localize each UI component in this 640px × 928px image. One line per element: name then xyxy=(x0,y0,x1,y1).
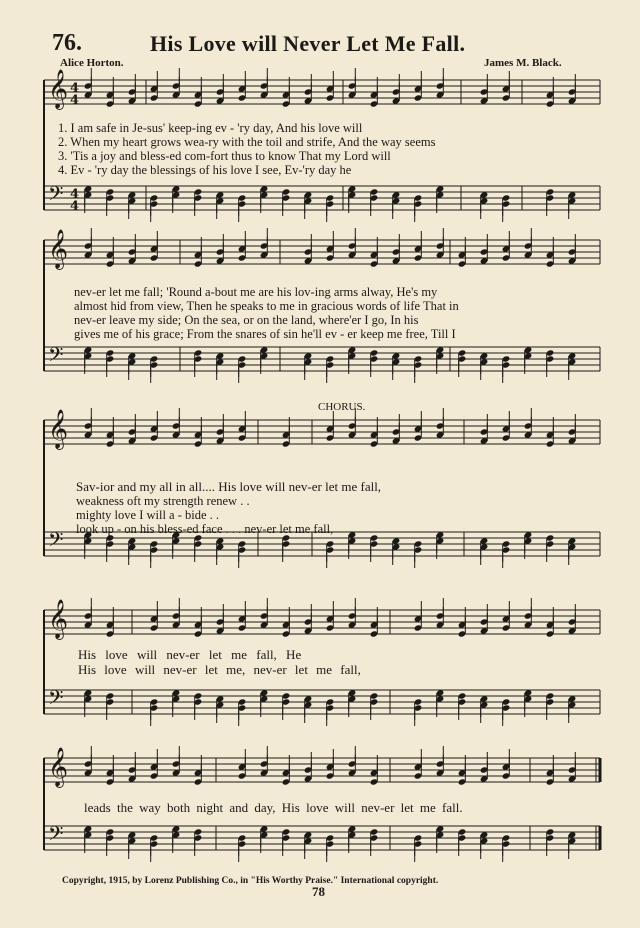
composer-credit: James M. Black. xyxy=(484,57,562,69)
lyric-line: gives me of his grace; From the snares of sin he'll ev - er keep me free, Till I xyxy=(74,327,456,341)
lyric-line: leads the way both night and day, His love will nev-er let me fall. xyxy=(84,800,463,815)
lyric-line: 4. Ev - 'ry day the blessings of his love I see, Ev-'ry day he xyxy=(58,163,352,177)
lyric-line: His love will nev-er let me fall, He xyxy=(78,647,302,662)
svg-text:𝄞: 𝄞 xyxy=(48,599,69,639)
chorus-label: CHORUS. xyxy=(318,401,366,413)
svg-text:4: 4 xyxy=(70,93,80,108)
lyric-line: almost hid from view, Then he speaks to me in gracious words of life That in xyxy=(74,299,459,313)
lyric-line: 2. When my heart grows wea-ry with the toil and strife, And the way seems xyxy=(58,135,436,149)
svg-text:4: 4 xyxy=(70,187,80,202)
lyric-line: 3. 'Tis a joy and bless-ed com-fort thus to know That my Lord will xyxy=(58,149,391,163)
copyright-notice: Copyright, 1915, by Lorenz Publishing Co., in "His Worthy Praise." International copyright. xyxy=(62,876,439,886)
lyric-line: Sav-ior and my all in all.... His love will nev-er let me fall, xyxy=(76,479,382,494)
lyric-line: nev-er leave my side; On the sea, or on the land, where'er I go, In his xyxy=(74,313,419,327)
svg-text:𝄞: 𝄞 xyxy=(48,747,69,787)
hymn-number: 76. xyxy=(52,30,82,56)
lyric-line: 1. I am safe in Je-sus' keep-ing ev - 'ry day, And his love will xyxy=(58,121,363,135)
svg-text:𝄢: 𝄢 xyxy=(48,343,64,371)
page-number: 78 xyxy=(312,884,325,899)
svg-text:𝄞: 𝄞 xyxy=(48,69,69,109)
hymn-title: His Love will Never Let Me Fall. xyxy=(150,31,466,56)
lyric-line: nev-er let me fall; 'Round a-bout me are his lov-ing arms alway, He's my xyxy=(74,285,438,299)
lyric-line: weakness oft my strength renew . . xyxy=(76,494,250,508)
lyric-line: mighty love I will a - bide . . xyxy=(76,508,220,522)
svg-text:𝄢: 𝄢 xyxy=(48,822,64,850)
svg-text:𝄞: 𝄞 xyxy=(48,409,69,449)
lyric-line: look up - on his bless-ed face . . . nev-er let me fall, xyxy=(76,522,334,536)
lyricist-credit: Alice Horton. xyxy=(60,57,124,69)
svg-text:𝄢: 𝄢 xyxy=(48,182,64,210)
svg-text:𝄞: 𝄞 xyxy=(48,229,69,269)
svg-text:4: 4 xyxy=(70,81,80,96)
svg-text:𝄢: 𝄢 xyxy=(48,528,64,556)
svg-text:𝄢: 𝄢 xyxy=(48,686,64,714)
lyric-line: His love will nev-er let me, nev-er let me fall, xyxy=(78,662,361,677)
svg-text:4: 4 xyxy=(70,199,80,214)
